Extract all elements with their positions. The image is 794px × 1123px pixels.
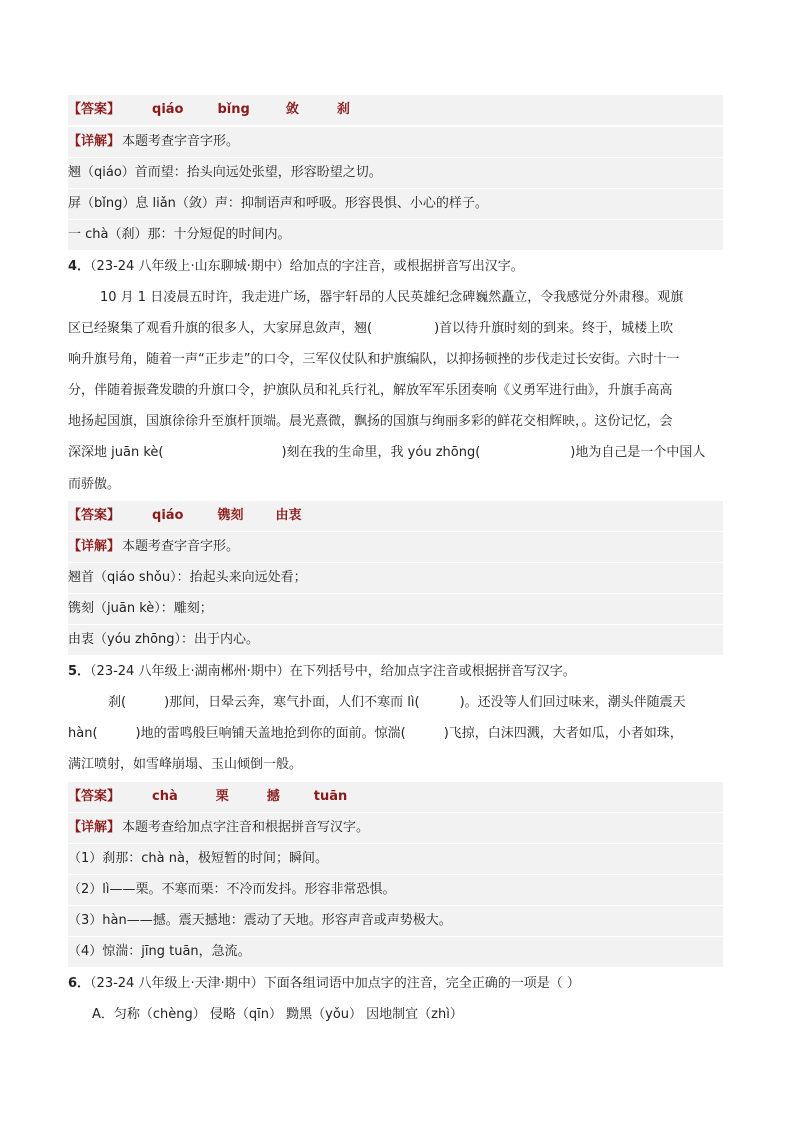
detail-line: （4）惊湍：jīng tuān，急流。 [68,937,723,967]
detail-text: 本题考查给加点字注音和根据拼音写汉字。 [122,820,370,835]
passage-line [68,438,723,468]
detail-line: 翘（qiáo）首而望：抬头向远处张望，形容盼望之切。 [68,158,723,188]
passage-text: 区已经聚集了观看升旗的很多人，大家屏息敛声，翘( [68,321,373,336]
answer-item: 镌刻 [217,508,244,523]
passage-line: 响升旗号角，随着一声“正步走”的口令，三军仪仗队和护旗编队，以抑扬顿挫的步伐走过长安街。六时十一 [68,352,680,367]
answer-tag: 【答案】 [68,508,121,523]
passage-text: )。还没等人们回过味来，潮头伴随震天 [459,695,686,710]
passage-text: )地为自己是一个中国人 [570,445,706,460]
option-a: A．匀称（chèng） 侵略（qīn） 黝黑（yǒu） 因地制宜（zhì） [92,1007,463,1022]
passage-text: )那间，日晕云奔，寒气扑面，人们不寒而 lì( [164,695,420,710]
passage-text: 深深地 juān kè( [68,445,164,460]
question-text: （23-24 八年级上·天津·期中）下面各组词语中加点字的注音，完全正确的一项是（ ） [90,976,580,991]
passage-line: 10 月 1 日凌晨五时许，我走进广场，器宇轩昂的人民英雄纪念碑巍然矗立，令我感觉分外肃穆。观旗 [100,290,684,305]
passage-text: )刻在我的生命里，我 yóu zhōng( [281,445,481,460]
passage-text: )飞掠，白沫四溅，大者如瓜，小者如珠， [443,726,683,741]
detail-line: 翘首（qiáo shǒu）：抬起头来向远处看； [68,563,723,593]
question-text: （23-24 八年级上·山东聊城·期中）给加点的字注音，或根据拼音写出汉字。 [90,259,524,274]
detail-line: 一 chà（刹）那：十分短促的时间内。 [68,220,723,250]
answer-item: qiáo [152,102,184,117]
detail-text: 本题考查字音字形。 [122,134,240,149]
passage-line: 地扬起国旗，国旗徐徐升至旗杆顶端。晨光熹微，飘扬的国旗与绚丽多彩的鲜花交相辉映，。这份记忆，会 [68,414,673,429]
answer-row [68,95,723,125]
answer-item: 敛 [285,102,299,117]
detail-line: 镌刻（juān kè）：雕刻； [68,594,723,624]
answer-tag: 【答案】 [68,102,121,117]
question-header [68,657,723,687]
detail-row [68,532,723,562]
question-header [68,252,723,282]
passage-text: 刹( [108,695,127,710]
answer-item: 由衷 [275,508,302,523]
detail-line: （1）刹那：chà nà，极短暂的时间；瞬间。 [68,844,723,874]
question-text: （23-24 八年级上·湖南郴州·期中）在下列括号中，给加点字注音或根据拼音写汉字。 [90,664,576,679]
answer-item: 撼 [266,789,280,804]
detail-tag: 【详解】 [68,820,121,835]
answer-item: qiáo [152,508,184,523]
passage-line: 而骄傲。 [68,477,121,492]
answer-item: bǐng [217,102,250,117]
passage-text: hàn( [68,726,98,741]
answer-item: 栗 [215,789,229,804]
answer-tag: 【答案】 [68,789,121,804]
detail-text: 本题考查字音字形。 [122,539,240,554]
detail-row [68,813,723,843]
detail-row [68,127,723,157]
passage-line [68,719,723,749]
detail-line: 由衷（yóu zhōng）：出于内心。 [68,625,723,655]
passage-line: 分，伴随着振聋发聩的升旗口令，护旗队员和礼兵行礼，解放军军乐团奏响《义勇军进行曲》，升旗手高高 [68,383,673,398]
question-number: 6． [68,976,91,991]
detail-line: （3）hàn——撼。震天撼地：震动了天地。形容声音或声势极大。 [68,906,723,936]
question-number: 5． [68,664,91,679]
passage-text: )首以待升旗时刻的到来。终于，城楼上吹 [434,321,674,336]
answer-row [68,782,723,812]
passage-line: 满江喷射，如雪峰崩塌、玉山倾倒一般。 [68,757,303,772]
answer-item: 刹 [336,102,350,117]
detail-line: （2）lì——栗。不寒而栗：不冷而发抖。形容非常恐惧。 [68,875,723,905]
question-number: 4． [68,259,91,274]
answer-item: chà [152,789,178,804]
question-header [68,969,723,999]
passage-line [68,688,723,718]
detail-line: 屏（bǐng）息 liǎn（敛）声：抑制语声和呼吸。形容畏惧、小心的样子。 [68,189,723,219]
detail-tag: 【详解】 [68,539,121,554]
answer-row [68,501,723,531]
detail-tag: 【详解】 [68,134,121,149]
answer-item: tuān [313,789,348,804]
passage-text: )地的雷鸣般巨响铺天盖地抢到你的面前。惊湍( [135,726,406,741]
passage-line [68,314,723,344]
